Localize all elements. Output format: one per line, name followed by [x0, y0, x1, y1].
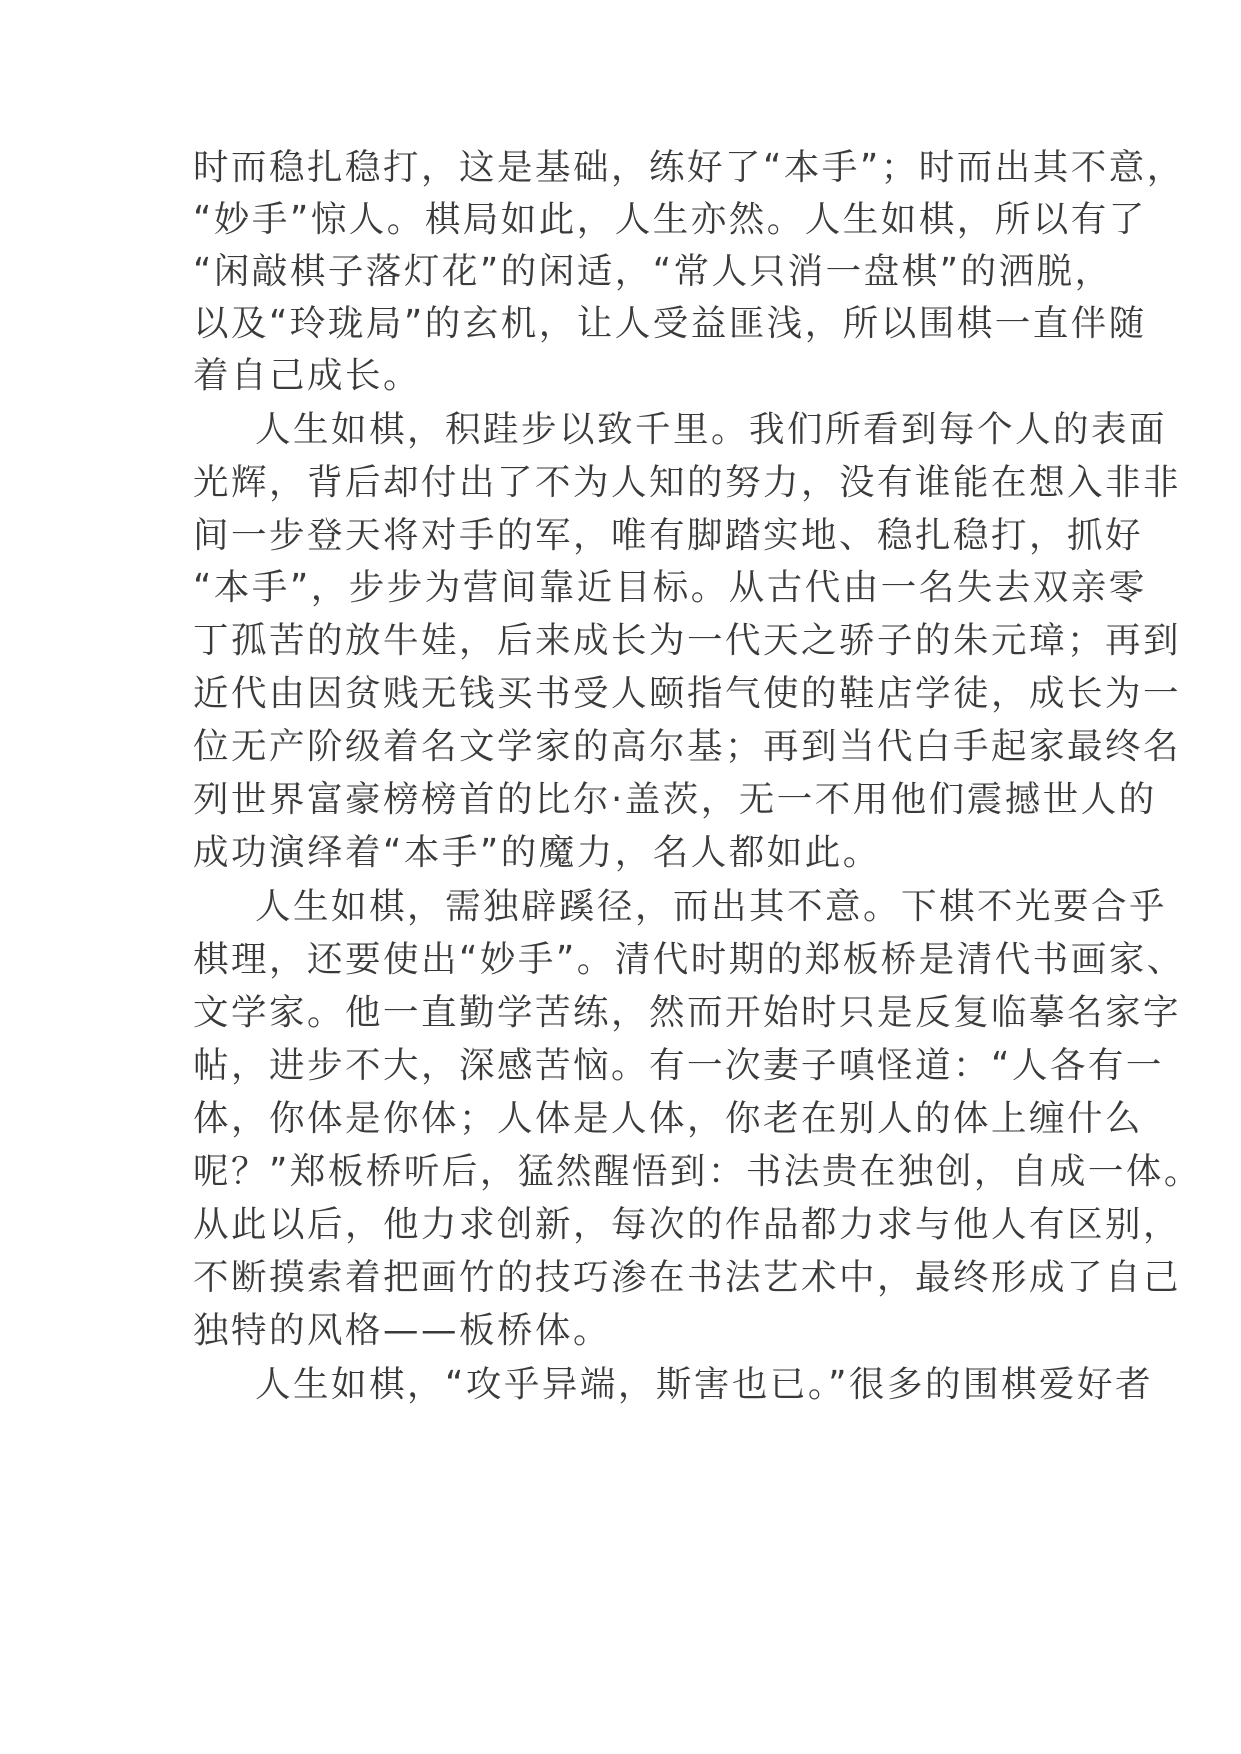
- text-line: 从此以后，他力求创新，每次的作品都力求与他人有区别，: [193, 1204, 1182, 1245]
- text-line: 以及“玲珑局”的玄机，让人受益匪浅，所以围棋一直伴随: [193, 303, 1147, 344]
- text-line: 着自己成长。: [193, 355, 422, 396]
- text-line: 近代由因贫贱无钱买书受人颐指气使的鞋店学徒，成长为一: [193, 673, 1182, 714]
- text-line: “闲敲棋子落灯花”的闲适，“常人只消一盘棋”的洒脱，: [193, 251, 1113, 292]
- text-line: 间一步登天将对手的军，唯有脚踏实地、稳扎稳打，抓好: [193, 515, 1144, 556]
- text-line: 帖，进步不大，深感苦恼。有一次妻子嗔怪道：“人各有一: [193, 1045, 1164, 1086]
- text-line: 文学家。他一直勤学苦练，然而开始时只是反复临摹名家字: [193, 992, 1182, 1033]
- text-line: 体，你体是你体；人体是人体，你老在别人的体上缠什么: [193, 1098, 1144, 1139]
- paragraph-start-line: 人生如棋，“攻乎异端，斯害也已。”很多的围棋爱好者: [255, 1364, 1154, 1405]
- text-line: 不断摸索着把画竹的技巧渗在书法艺术中，最终形成了自己: [193, 1257, 1182, 1298]
- text-line: 时而稳扎稳打，这是基础，练好了“本手”；时而出其不意，: [193, 147, 1185, 188]
- text-line: 呢？”郑板桥听后，猛然醒悟到：书法贵在独创，自成一体。: [193, 1151, 1202, 1192]
- paragraph-start-line: 人生如棋，需独辟蹊径，而出其不意。下棋不光要合乎: [255, 886, 1168, 927]
- paragraph-start-line: 人生如棋，积跬步以致千里。我们所看到每个人的表面: [255, 409, 1168, 450]
- text-line: 光辉，背后却付出了不为人知的努力，没有谁能在想入非非: [193, 462, 1182, 503]
- text-line: 棋理，还要使出“妙手”。清代时期的郑板桥是清代书画家、: [193, 939, 1185, 980]
- text-line: “妙手”惊人。棋局如此，人生亦然。人生如棋，所以有了: [193, 199, 1147, 240]
- text-line: 位无产阶级着名文学家的高尔基；再到当代白手起家最终名: [193, 726, 1182, 767]
- text-line: 丁孤苦的放牛娃，后来成长为一代天之骄子的朱元璋；再到: [193, 620, 1182, 661]
- text-line: “本手”，步步为营间靠近目标。从古代由一名失去双亲零: [193, 567, 1147, 608]
- text-line: 成功演绎着“本手”的魔力，名人都如此。: [193, 832, 881, 873]
- text-line: 列世界富豪榜榜首的比尔·盖茨，无一不用他们震撼世人的: [193, 779, 1157, 820]
- text-line: 独特的风格——板桥体。: [193, 1310, 612, 1351]
